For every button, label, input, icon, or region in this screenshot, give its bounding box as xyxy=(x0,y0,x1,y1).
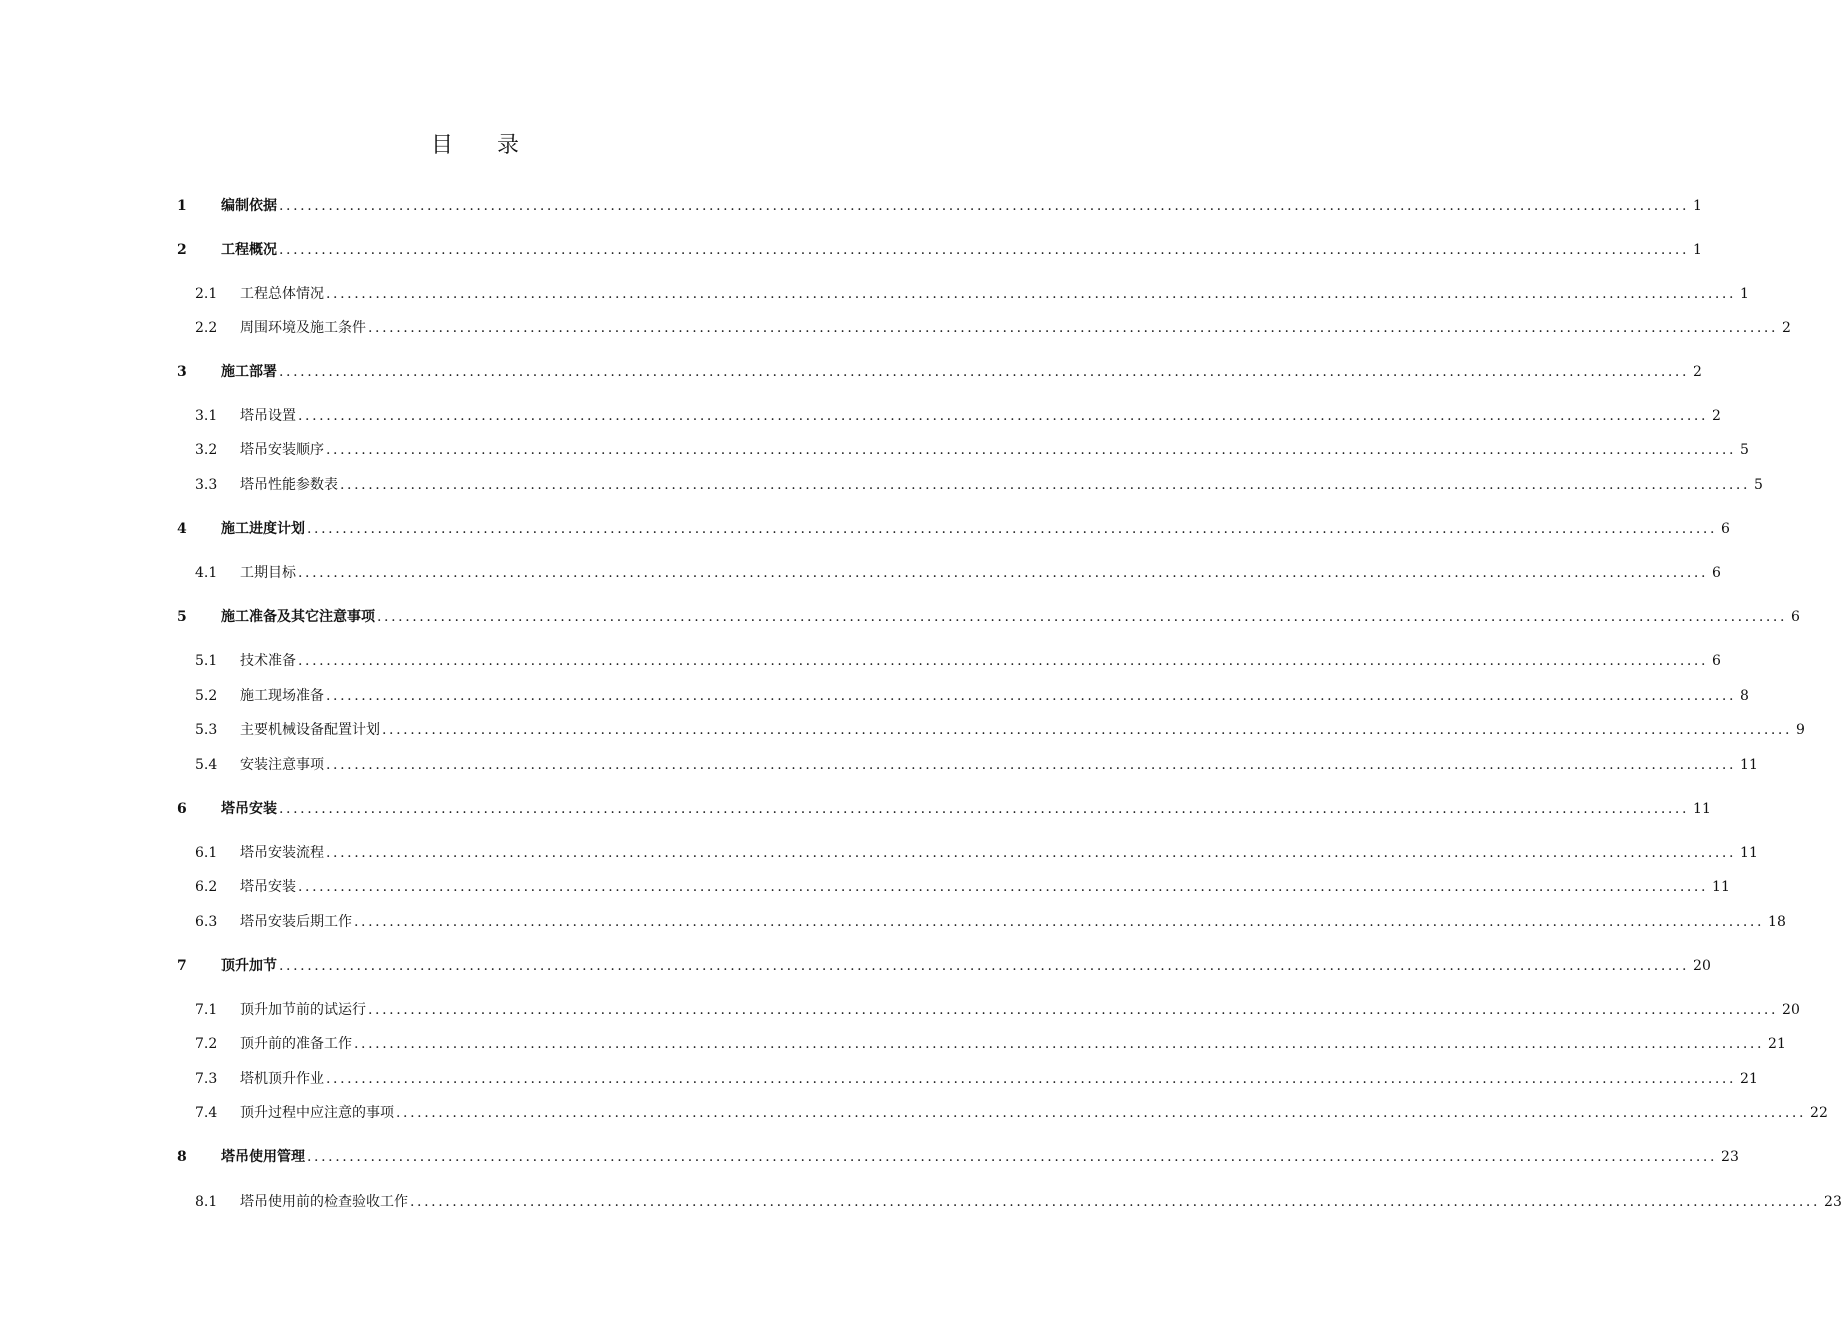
toc-entry-label: 塔吊使用前的检查验收工作 xyxy=(240,1194,408,1210)
toc-entry[interactable] xyxy=(0,1192,1842,1212)
toc-entry-number: 8.1 xyxy=(195,1194,218,1210)
toc-leader-dots: ........................................................................................................................................................................................................ xyxy=(279,242,1690,258)
toc-entry-page: 11 xyxy=(1740,757,1758,773)
toc-entry[interactable] xyxy=(0,440,1749,460)
toc-entry-line xyxy=(240,1192,1842,1212)
toc-leader-dots: ........................................................................................................................................................................................................ xyxy=(307,1149,1718,1165)
toc-entry-number: 6.1 xyxy=(195,845,218,861)
toc-leader-dots: ........................................................................................................................................................................................................ xyxy=(279,364,1690,380)
toc-entry-label: 顶升加节前的试运行 xyxy=(240,1002,366,1018)
toc-entry-label: 塔吊使用管理 xyxy=(221,1149,305,1165)
toc-entry-number: 5.4 xyxy=(195,757,218,773)
toc-entry[interactable] xyxy=(0,519,1730,539)
toc-entry-line xyxy=(240,843,1758,863)
toc-entry-label: 施工准备及其它注意事项 xyxy=(221,609,375,625)
toc-entry-page: 22 xyxy=(1810,1105,1828,1121)
toc-entry[interactable] xyxy=(0,877,1730,897)
toc-entry-page: 5 xyxy=(1754,477,1763,493)
toc-entry[interactable] xyxy=(0,1034,1786,1054)
toc-entry-label: 施工进度计划 xyxy=(221,521,305,537)
toc-entry[interactable] xyxy=(0,1103,1828,1123)
toc-entry[interactable] xyxy=(0,686,1749,706)
toc-entry-page: 21 xyxy=(1768,1036,1786,1052)
toc-entry-label: 塔吊安装流程 xyxy=(240,845,324,861)
toc-entry-page: 23 xyxy=(1824,1194,1842,1210)
toc-entry-line xyxy=(240,440,1749,460)
toc-entry-line xyxy=(240,1069,1758,1089)
toc-entry[interactable] xyxy=(0,1000,1800,1020)
toc-entry-line xyxy=(240,755,1758,775)
toc-entry-label: 周围环境及施工条件 xyxy=(240,320,366,336)
toc-entry-line xyxy=(240,1103,1828,1123)
toc-entry-line xyxy=(240,720,1805,740)
toc-entry-label: 施工部署 xyxy=(221,364,277,380)
toc-leader-dots: ........................................................................................................................................................................................................ xyxy=(326,286,1737,302)
toc-entry-line xyxy=(240,1000,1800,1020)
toc-leader-dots: ........................................................................................................................................................................................................ xyxy=(368,320,1779,336)
toc-entry-line xyxy=(240,686,1749,706)
toc-entry-page: 11 xyxy=(1712,879,1730,895)
toc-entry-page: 8 xyxy=(1740,688,1749,704)
toc-entry[interactable] xyxy=(0,799,1711,819)
toc-entry-page: 2 xyxy=(1693,364,1702,380)
toc-entry-number: 2.2 xyxy=(195,320,218,336)
toc-leader-dots: ........................................................................................................................................................................................................ xyxy=(326,757,1737,773)
toc-entry-label: 安装注意事项 xyxy=(240,757,324,773)
toc-entry-line xyxy=(240,912,1786,932)
toc-entry-line xyxy=(221,799,1711,819)
toc-entry-line xyxy=(240,318,1791,338)
toc-leader-dots: ........................................................................................................................................................................................................ xyxy=(298,879,1709,895)
toc-leader-dots: ........................................................................................................................................................................................................ xyxy=(368,1002,1779,1018)
toc-entry[interactable] xyxy=(0,843,1758,863)
toc-entry[interactable] xyxy=(0,956,1711,976)
toc-entry-page: 23 xyxy=(1721,1149,1739,1165)
toc-entry-page: 20 xyxy=(1693,958,1711,974)
toc-entry-number: 7.2 xyxy=(195,1036,218,1052)
toc-entry-line xyxy=(240,1034,1786,1054)
toc-entry-page: 11 xyxy=(1740,845,1758,861)
toc-entry[interactable] xyxy=(0,196,1702,216)
toc-leader-dots: ........................................................................................................................................................................................................ xyxy=(410,1194,1821,1210)
toc-entry-number: 2.1 xyxy=(195,286,218,302)
toc-leader-dots: ........................................................................................................................................................................................................ xyxy=(279,801,1690,817)
toc-entry-page: 1 xyxy=(1740,286,1749,302)
toc-leader-dots: ........................................................................................................................................................................................................ xyxy=(382,722,1793,738)
toc-leader-dots: ........................................................................................................................................................................................................ xyxy=(326,688,1737,704)
toc-entry-number: 7.1 xyxy=(195,1002,218,1018)
toc-entry-number: 1 xyxy=(177,198,187,214)
toc-entry-number: 4.1 xyxy=(195,565,218,581)
toc-entry-line xyxy=(240,475,1763,495)
toc-entry-page: 1 xyxy=(1693,242,1702,258)
toc-entry-page: 20 xyxy=(1782,1002,1800,1018)
toc-entry-label: 塔吊安装 xyxy=(240,879,296,895)
toc-leader-dots: ........................................................................................................................................................................................................ xyxy=(298,408,1709,424)
toc-leader-dots: ........................................................................................................................................................................................................ xyxy=(326,1071,1737,1087)
toc-entry[interactable] xyxy=(0,607,1800,627)
toc-entry-number: 3.3 xyxy=(195,477,218,493)
toc-entry-page: 6 xyxy=(1721,521,1730,537)
toc-entry-number: 8 xyxy=(177,1149,187,1165)
toc-entry-line xyxy=(221,362,1702,382)
toc-entry-line xyxy=(221,240,1702,260)
toc-entry-line xyxy=(240,877,1730,897)
toc-entry-number: 5.1 xyxy=(195,653,218,669)
toc-leader-dots: ........................................................................................................................................................................................................ xyxy=(396,1105,1807,1121)
toc-entry-page: 6 xyxy=(1791,609,1800,625)
toc-entry[interactable] xyxy=(0,240,1702,260)
toc-entry-page: 6 xyxy=(1712,653,1721,669)
toc-entry-label: 塔吊设置 xyxy=(240,408,296,424)
toc-entry-number: 6.3 xyxy=(195,914,218,930)
toc-leader-dots: ........................................................................................................................................................................................................ xyxy=(354,1036,1765,1052)
toc-entry[interactable] xyxy=(0,720,1805,740)
toc-entry-label: 塔吊安装 xyxy=(221,801,277,817)
toc-entry-label: 顶升过程中应注意的事项 xyxy=(240,1105,394,1121)
toc-entry-line xyxy=(221,607,1800,627)
toc-entry-page: 1 xyxy=(1693,198,1702,214)
toc-entry-line xyxy=(221,956,1711,976)
toc-leader-dots: ........................................................................................................................................................................................................ xyxy=(279,198,1690,214)
toc-entry[interactable] xyxy=(0,755,1758,775)
toc-entry-line xyxy=(221,519,1730,539)
toc-entry[interactable] xyxy=(0,284,1749,304)
toc-entry-label: 工程总体情况 xyxy=(240,286,324,302)
toc-entry-label: 技术准备 xyxy=(240,653,296,669)
toc-entry-number: 5 xyxy=(177,609,187,625)
toc-entry[interactable] xyxy=(0,912,1786,932)
toc-entry-line xyxy=(240,406,1721,426)
toc-entry-page: 9 xyxy=(1796,722,1805,738)
toc-entry[interactable] xyxy=(0,318,1791,338)
toc-leader-dots: ........................................................................................................................................................................................................ xyxy=(340,477,1751,493)
toc-entry[interactable] xyxy=(0,362,1702,382)
toc-entry-number: 5.3 xyxy=(195,722,218,738)
toc-leader-dots: ........................................................................................................................................................................................................ xyxy=(298,565,1709,581)
toc-leader-dots: ........................................................................................................................................................................................................ xyxy=(326,845,1737,861)
toc-entry-label: 顶升前的准备工作 xyxy=(240,1036,352,1052)
toc-entry-label: 施工现场准备 xyxy=(240,688,324,704)
toc-entry[interactable] xyxy=(0,406,1721,426)
toc-entry-page: 11 xyxy=(1693,801,1711,817)
toc-entry-page: 21 xyxy=(1740,1071,1758,1087)
title-char-2: 录 xyxy=(497,133,520,158)
page-title xyxy=(0,128,950,159)
toc-leader-dots: ........................................................................................................................................................................................................ xyxy=(354,914,1765,930)
toc-entry-label: 工期目标 xyxy=(240,565,296,581)
toc-entry-page: 2 xyxy=(1712,408,1721,424)
toc-entry-label: 工程概况 xyxy=(221,242,277,258)
toc-entry-page: 2 xyxy=(1782,320,1791,336)
toc-entry[interactable] xyxy=(0,563,1721,583)
toc-entry-label: 塔吊安装顺序 xyxy=(240,442,324,458)
toc-entry[interactable] xyxy=(0,651,1721,671)
toc-entry-label: 主要机械设备配置计划 xyxy=(240,722,380,738)
toc-entry-number: 7.3 xyxy=(195,1071,218,1087)
toc-entry-number: 5.2 xyxy=(195,688,218,704)
toc-entry-line xyxy=(240,284,1749,304)
toc-entry-line xyxy=(221,1147,1739,1167)
toc-leader-dots: ........................................................................................................................................................................................................ xyxy=(307,521,1718,537)
toc-entry-number: 7.4 xyxy=(195,1105,218,1121)
toc-entry-number: 7 xyxy=(177,958,187,974)
toc-entry[interactable] xyxy=(0,1069,1758,1089)
toc-entry-label: 塔机顶升作业 xyxy=(240,1071,324,1087)
toc-entry-number: 3 xyxy=(177,364,187,380)
toc-entry-label: 塔吊安装后期工作 xyxy=(240,914,352,930)
toc-leader-dots: ........................................................................................................................................................................................................ xyxy=(377,609,1788,625)
toc-entry-page: 18 xyxy=(1768,914,1786,930)
toc-leader-dots: ........................................................................................................................................................................................................ xyxy=(298,653,1709,669)
toc-entry[interactable] xyxy=(0,475,1763,495)
toc-leader-dots: ........................................................................................................................................................................................................ xyxy=(326,442,1737,458)
toc-entry-number: 6.2 xyxy=(195,879,218,895)
toc-entry-label: 编制依据 xyxy=(221,198,277,214)
toc-entry-line xyxy=(221,196,1702,216)
toc-entry-label: 塔吊性能参数表 xyxy=(240,477,338,493)
toc-entry-page: 5 xyxy=(1740,442,1749,458)
toc-entry-page: 6 xyxy=(1712,565,1721,581)
toc-entry-line xyxy=(240,651,1721,671)
toc-entry-number: 4 xyxy=(177,521,187,537)
toc-entry-number: 3.2 xyxy=(195,442,218,458)
toc-entry-label: 顶升加节 xyxy=(221,958,277,974)
toc-entry[interactable] xyxy=(0,1147,1739,1167)
toc-leader-dots: ........................................................................................................................................................................................................ xyxy=(279,958,1690,974)
toc-entry-number: 6 xyxy=(177,801,187,817)
toc-entry-line xyxy=(240,563,1721,583)
toc-entry-number: 2 xyxy=(177,242,187,258)
toc-entry-number: 3.1 xyxy=(195,408,218,424)
title-char-1: 目 xyxy=(430,133,453,158)
